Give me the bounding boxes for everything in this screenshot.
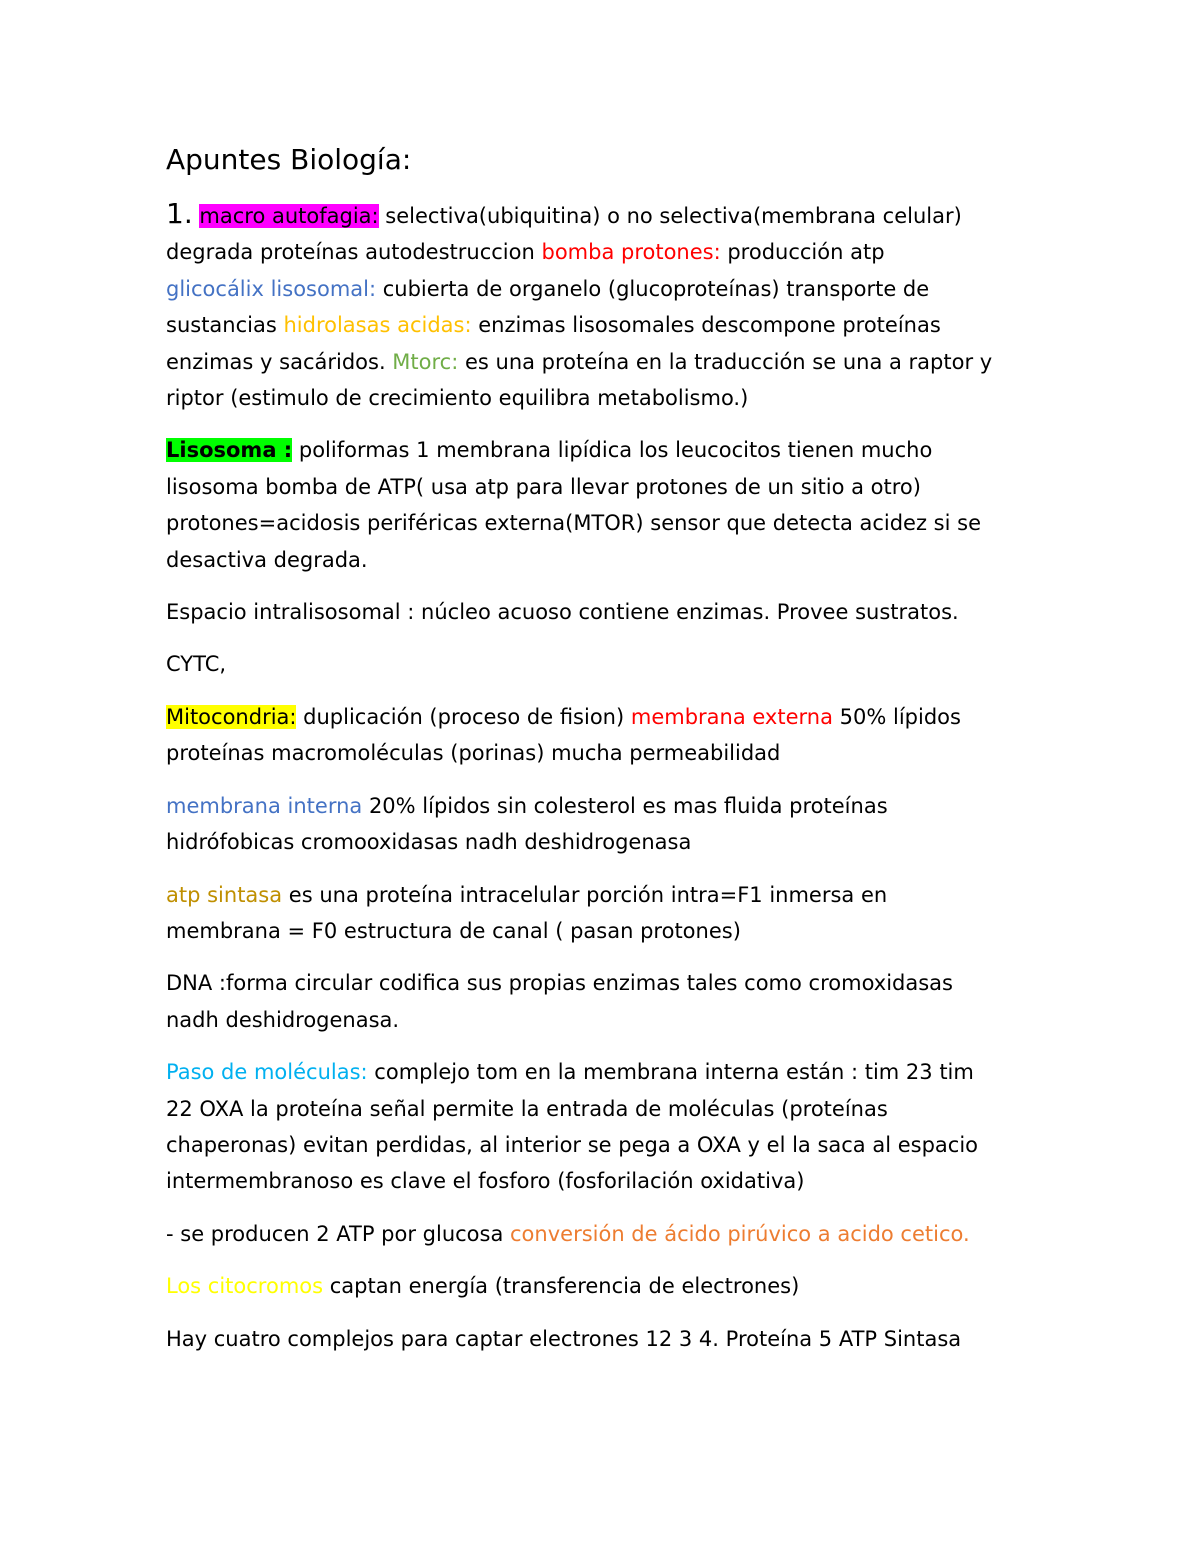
term-mtorc: Mtorc: [392,349,459,374]
text-span: riptor (estimulo de crecimiento equilibra metabolismo.) [166,386,749,411]
paragraph-atp-glucosa [166,1216,1040,1252]
text-span: 22 OXA la proteína señal permite la entrada de moléculas (proteínas [166,1096,888,1121]
document-title: Apuntes Biología: [166,143,412,176]
highlight-macro-autofagia: macro autofagia: [199,204,379,228]
text-span: desactiva degrada. [166,547,368,572]
text-span: poliformas 1 membrana lipídica los leucocitos tienen mucho [292,438,933,463]
text-span: DNA :forma circular codifica sus propias enzimas tales como cromoxidasas [166,971,953,996]
text-span: chaperonas) evitan perdidas, al interior se pega a OXA y el la saca al espacio [166,1132,979,1157]
term-atp-sintasa: atp sintasa [166,882,283,907]
text-span: enzimas lisosomales descompone proteínas [471,313,941,338]
term-bomba-protones: bomba protones: [541,240,721,265]
text-span: 50% lípidos [832,704,961,729]
term-membrana-externa: membrana externa [630,704,833,729]
text-span: proteínas macromoléculas (porinas) mucha permeabilidad [166,741,781,766]
paragraph-paso-moleculas [166,1054,1040,1200]
list-number: 1. [166,197,193,230]
paragraph-espacio-intralisosomal: Espacio intralisosomal : núcleo acuoso contiene enzimas. Provee sustratos. [166,600,959,625]
text-span: membrana = F0 estructura de canal ( pasan protones) [166,918,741,943]
term-conversion-piruvico: conversión de ácido pirúvico a acido cetico. [510,1221,970,1246]
term-membrana-interna: membrana interna [166,793,363,818]
text-span: nadh deshidrogenasa. [166,1007,400,1032]
text-span: es una proteína intracelular porción intra=F1 inmersa en [282,882,888,907]
highlight-mitocondria: Mitocondria: [166,704,297,729]
text-span: producción atp [720,240,885,265]
paragraph-mitocondria [166,699,1040,772]
paragraph-complejos: Hay cuatro complejos para captar electrones 12 3 4. Proteína 5 ATP Sintasa [166,1326,962,1351]
text-span: complejo tom en la membrana interna están : tim 23 tim [367,1060,974,1085]
text-span: degrada proteínas autodestruccion [166,240,542,265]
text-span: es una proteína en la traducción se una a raptor y [458,349,993,374]
paragraph-citocromos [166,1268,1040,1304]
term-hidrolasas: hidrolasas acidas: [283,313,472,338]
term-paso-moleculas: Paso de moléculas: [166,1060,368,1085]
text-span: - se producen 2 ATP por glucosa [166,1221,511,1246]
text-span: captan energía (transferencia de electrones) [323,1274,800,1299]
paragraph-membrana-interna [166,788,1040,861]
paragraph-atp-sintasa [166,877,1040,950]
text-span: 20% lípidos sin colesterol es mas fluida proteínas [362,793,888,818]
term-glicocalix: glicocálix lisosomal: [166,276,377,301]
term-citocromos: Los citocromos [166,1274,324,1299]
text-span: sustancias [166,313,284,338]
paragraph-autofagia [166,196,1040,416]
paragraph-lisosoma [166,432,1040,578]
text-span: cubierta de organelo (glucoproteínas) transporte de [376,276,930,301]
text-span: intermembranoso es clave el fosforo (fosforilación oxidativa) [166,1169,805,1194]
text-span: hidrófobicas cromooxidasas nadh deshidrogenasa [166,830,692,855]
text-span: enzimas y sacáridos. [166,349,393,374]
text-span: protones=acidosis periféricas externa(MTOR) sensor que detecta acidez si se [166,511,981,536]
highlight-lisosoma: Lisosoma : [166,438,293,463]
paragraph-cytc: CYTC, [166,652,227,677]
text-span: lisosoma bomba de ATP( usa atp para llevar protones de un sitio a otro) [166,474,921,499]
paragraph-dna [166,965,1040,1038]
text-span: duplicación (proceso de fision) [296,704,631,729]
text-span: selectiva(ubiquitina) o no selectiva(membrana celular) [378,204,962,228]
